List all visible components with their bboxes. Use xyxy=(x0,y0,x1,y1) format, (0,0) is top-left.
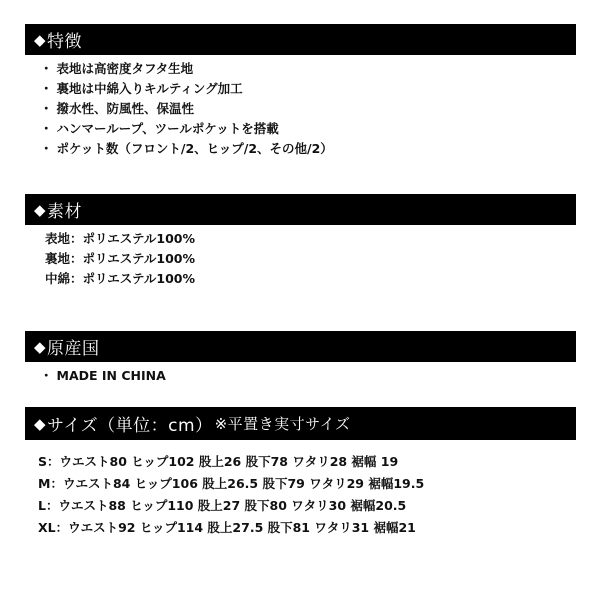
diamond-icon: ◆ xyxy=(34,200,47,219)
bullet-icon: ・ xyxy=(40,81,53,96)
size-row: S：ウエスト80 ヒップ102 股上26 股下78 ワタリ28 裾幅 19 xyxy=(38,454,399,469)
bullet-icon: ・ xyxy=(40,368,53,383)
material-title: 素材 xyxy=(47,202,83,222)
bullet-icon: ・ xyxy=(40,121,53,136)
size-title: サイズ（単位：cm） xyxy=(47,416,213,436)
bullet-icon: ・ xyxy=(40,141,53,156)
size-table xyxy=(38,451,424,539)
feature-text: 裏地は中綿入りキルティング加工 xyxy=(56,81,243,96)
origin-header xyxy=(25,331,576,362)
list-item xyxy=(40,366,166,386)
origin-list xyxy=(40,366,166,386)
features-title: 特徴 xyxy=(47,32,83,52)
list-item xyxy=(40,79,333,99)
material-item: 中綿：ポリエステル100% xyxy=(45,271,195,286)
diamond-icon: ◆ xyxy=(34,337,47,356)
origin-title: 原産国 xyxy=(47,339,100,359)
size-row: XL：ウエスト92 ヒップ114 股上27.5 股下81 ワタリ31 裾幅21 xyxy=(38,520,416,535)
features-list xyxy=(40,59,333,159)
list-item xyxy=(40,139,333,159)
list-item xyxy=(40,59,333,79)
diamond-icon: ◆ xyxy=(34,414,47,433)
material-header xyxy=(25,194,576,225)
diamond-icon: ◆ xyxy=(34,30,47,49)
list-item xyxy=(40,119,333,139)
material-item: 表地：ポリエステル100% xyxy=(45,231,195,246)
bullet-icon: ・ xyxy=(40,61,53,76)
feature-text: 表地は高密度タフタ生地 xyxy=(56,61,194,76)
size-row: L：ウエスト88 ヒップ110 股上27 股下80 ワタリ30 裾幅20.5 xyxy=(38,498,407,513)
material-item: 裏地：ポリエステル100% xyxy=(45,251,195,266)
origin-text: MADE IN CHINA xyxy=(56,368,166,383)
feature-text: ポケット数（フロント/2、ヒップ/2、その他/2） xyxy=(56,141,333,156)
size-note: ※平置き実寸サイズ xyxy=(214,415,351,433)
size-row: M：ウエスト84 ヒップ106 股上26.5 股下79 ワタリ29 裾幅19.5 xyxy=(38,476,425,491)
feature-text: ハンマーループ、ツールポケットを搭載 xyxy=(56,121,279,136)
size-header xyxy=(25,407,576,440)
bullet-icon: ・ xyxy=(40,101,53,116)
features-header xyxy=(25,24,576,55)
list-item xyxy=(40,99,333,119)
material-list xyxy=(45,229,195,289)
feature-text: 撥水性、防風性、保温性 xyxy=(56,101,195,116)
